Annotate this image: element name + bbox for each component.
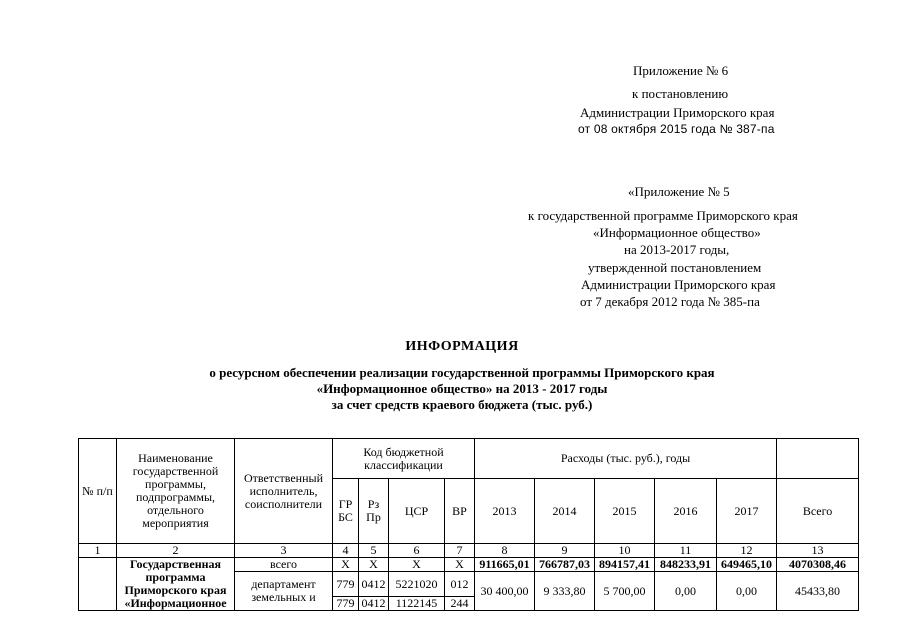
value-2013: 30 400,00 [475,572,535,611]
responsible-department: департамент земельных и [235,572,333,611]
column-number: 3 [235,544,333,558]
value-2015: 5 700,00 [595,572,655,611]
column-number: 5 [359,544,389,558]
document-subtitle-line3: за счет средств краевого бюджета (тыс. руб.) [331,397,593,412]
header-grbs: ГР БС [333,479,359,544]
rzpr-cell: 0412 [359,572,389,597]
appendix5-line1: «Приложение № 5 [628,184,730,199]
document-title: ИНФОРМАЦИЯ [405,339,519,354]
responsible-all: всего [235,558,333,572]
column-number: 11 [655,544,717,558]
csr-cell: 1122145 [389,597,445,611]
appendix5-line4: на 2013-2017 годы, [624,242,730,257]
appendix5-line6: Администрации Приморского края [581,277,776,292]
column-number: 8 [475,544,535,558]
header-num: № п/п [79,439,117,544]
appendix6-line1: Приложение № 6 [633,63,729,78]
value-total: 45433,80 [777,572,859,611]
column-number: 4 [333,544,359,558]
header-total: Всего [777,479,859,544]
grbs-cell: Х [333,558,359,572]
grbs-cell: 779 [333,597,359,611]
column-number-row [79,544,859,558]
value-total: 4070308,46 [777,558,859,572]
value-2017: 649465,10 [717,558,777,572]
column-number: 6 [389,544,445,558]
column-number: 7 [445,544,475,558]
appendix6-date-stamp: от 08 октября 2015 года № 387-па [578,122,775,136]
appendix6-line3: Администрации Приморского края [580,105,775,120]
column-number: 10 [595,544,655,558]
appendix5-line2: к государственной программе Приморского края [528,208,798,223]
value-2016: 0,00 [655,572,717,611]
column-number: 12 [717,544,777,558]
header-code-group: Код бюджетной классификации [333,439,475,479]
header-year-2017: 2017 [717,479,777,544]
program-name-cell: Государственная программа Приморского края «Информационное [117,558,235,611]
column-number: 13 [777,544,859,558]
header-rzpr: Рз Пр [359,479,389,544]
rzpr-cell: 0412 [359,597,389,611]
appendix5-line5: утвержденной постановлением [588,260,762,275]
header-total-spacer [777,439,859,479]
header-expenses-group: Расходы (тыс. руб.), годы [475,439,777,479]
table-row-program-total [79,558,859,572]
appendix5-line3: «Информационное общество» [593,225,761,240]
budget-table [78,438,859,611]
value-2017: 0,00 [717,572,777,611]
row-num-cell [79,558,117,611]
grbs-cell: 779 [333,572,359,597]
csr-cell: 5221020 [389,572,445,597]
appendix5-line7: от 7 декабря 2012 года № 385-па [580,294,760,309]
vr-cell: 012 [445,572,475,597]
header-vr: ВР [445,479,475,544]
value-2013: 911665,01 [475,558,535,572]
header-csr: ЦСР [389,479,445,544]
header-name: Наименование государственной программы, подпрограммы, отдельного мероприятия [117,439,235,544]
vr-cell: 244 [445,597,475,611]
csr-cell: Х [389,558,445,572]
document-subtitle-line2: «Информационное общество» на 2013 - 2017 годы [316,381,608,396]
column-number: 1 [79,544,117,558]
header-year-2016: 2016 [655,479,717,544]
value-2016: 848233,91 [655,558,717,572]
rzpr-cell: Х [359,558,389,572]
value-2014: 766787,03 [535,558,595,572]
header-year-2013: 2013 [475,479,535,544]
column-number: 9 [535,544,595,558]
column-number: 2 [117,544,235,558]
value-2014: 9 333,80 [535,572,595,611]
vr-cell: Х [445,558,475,572]
header-responsible: Ответственный исполнитель, соисполнители [235,439,333,544]
header-year-2014: 2014 [535,479,595,544]
value-2015: 894157,41 [595,558,655,572]
appendix6-line2: к постановлению [632,86,729,101]
header-year-2015: 2015 [595,479,655,544]
document-subtitle-line1: о ресурсном обеспечении реализации государственной программы Приморского края [209,365,715,380]
